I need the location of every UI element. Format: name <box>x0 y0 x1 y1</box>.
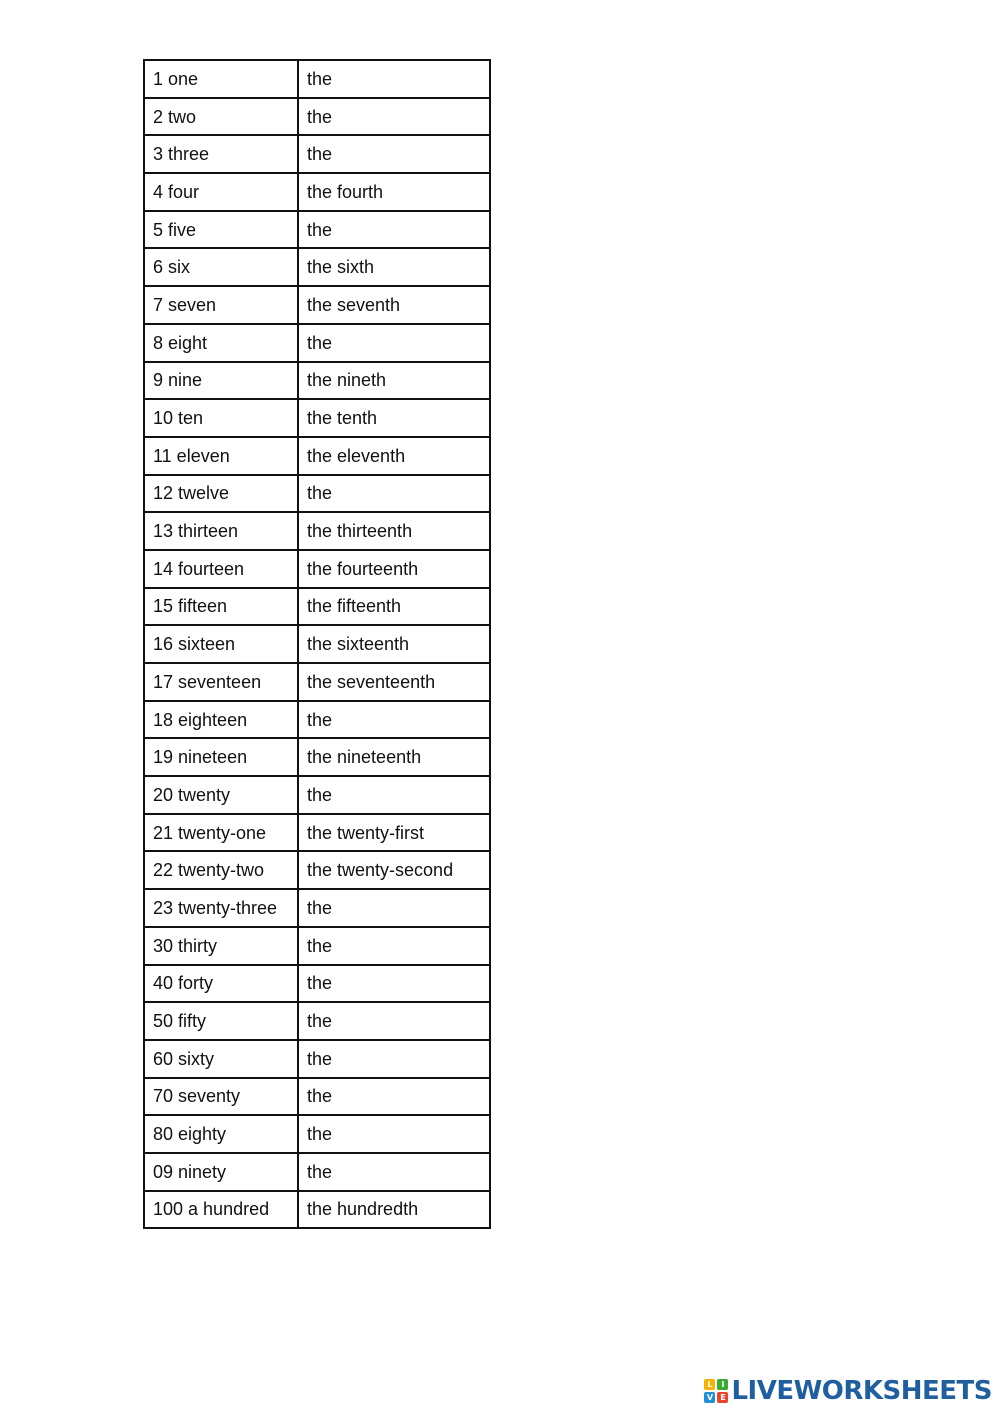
ordinal-number-cell[interactable]: the <box>298 1153 490 1191</box>
cardinal-number-cell: 19 nineteen <box>144 738 298 776</box>
table-row <box>144 437 490 475</box>
table-row <box>144 211 490 249</box>
table-row <box>144 173 490 211</box>
ordinal-number-cell[interactable]: the seventeenth <box>298 663 490 701</box>
ordinal-number-cell[interactable]: the fourth <box>298 173 490 211</box>
ordinal-number-cell[interactable]: the <box>298 965 490 1003</box>
table-row <box>144 625 490 663</box>
table-row <box>144 927 490 965</box>
logo-mark-letter: I <box>717 1379 728 1390</box>
ordinal-number-cell[interactable]: the <box>298 701 490 739</box>
cardinal-number-cell: 23 twenty-three <box>144 889 298 927</box>
ordinal-number-cell[interactable]: the <box>298 211 490 249</box>
ordinal-number-cell[interactable]: the fourteenth <box>298 550 490 588</box>
cardinal-number-cell: 80 eighty <box>144 1115 298 1153</box>
cardinal-number-cell: 20 twenty <box>144 776 298 814</box>
cardinal-number-cell: 1 one <box>144 60 298 98</box>
table-row <box>144 814 490 852</box>
cardinal-number-cell: 14 fourteen <box>144 550 298 588</box>
table-row <box>144 324 490 362</box>
table-row <box>144 965 490 1003</box>
cardinal-number-cell: 4 four <box>144 173 298 211</box>
table-row <box>144 1153 490 1191</box>
ordinal-number-cell[interactable]: the eleventh <box>298 437 490 475</box>
cardinal-number-cell: 6 six <box>144 248 298 286</box>
cardinal-number-cell: 40 forty <box>144 965 298 1003</box>
cardinal-number-cell: 11 eleven <box>144 437 298 475</box>
logo-mark-letter: V <box>704 1392 715 1403</box>
cardinal-number-cell: 10 ten <box>144 399 298 437</box>
table-row <box>144 1115 490 1153</box>
table-row <box>144 1002 490 1040</box>
table-row <box>144 550 490 588</box>
table-row <box>144 588 490 626</box>
table-row <box>144 1078 490 1116</box>
ordinal-number-cell[interactable]: the <box>298 135 490 173</box>
ordinal-number-cell[interactable]: the <box>298 776 490 814</box>
cardinal-number-cell: 8 eight <box>144 324 298 362</box>
table-row <box>144 701 490 739</box>
ordinal-number-cell[interactable]: the twenty-first <box>298 814 490 852</box>
ordinal-number-cell[interactable]: the nineth <box>298 362 490 400</box>
ordinal-number-cell[interactable]: the seventh <box>298 286 490 324</box>
table-row <box>144 362 490 400</box>
cardinal-number-cell: 09 ninety <box>144 1153 298 1191</box>
cardinal-number-cell: 21 twenty-one <box>144 814 298 852</box>
table-row <box>144 663 490 701</box>
cardinal-number-cell: 7 seven <box>144 286 298 324</box>
ordinal-number-cell[interactable]: the hundredth <box>298 1191 490 1229</box>
cardinal-number-cell: 30 thirty <box>144 927 298 965</box>
cardinal-number-cell: 13 thirteen <box>144 512 298 550</box>
ordinal-number-cell[interactable]: the <box>298 98 490 136</box>
ordinal-number-cell[interactable]: the twenty-second <box>298 851 490 889</box>
cardinal-number-cell: 60 sixty <box>144 1040 298 1078</box>
cardinal-number-cell: 50 fifty <box>144 1002 298 1040</box>
table-row <box>144 60 490 98</box>
table-body <box>144 60 490 1228</box>
ordinal-number-cell[interactable]: the <box>298 1115 490 1153</box>
cardinal-number-cell: 100 a hundred <box>144 1191 298 1229</box>
table-row <box>144 512 490 550</box>
logo-mark-letter: E <box>717 1392 728 1403</box>
ordinal-number-cell[interactable]: the sixteenth <box>298 625 490 663</box>
cardinal-number-cell: 2 two <box>144 98 298 136</box>
table-row <box>144 1191 490 1229</box>
cardinal-number-cell: 17 seventeen <box>144 663 298 701</box>
cardinal-number-cell: 16 sixteen <box>144 625 298 663</box>
ordinal-number-cell[interactable]: the <box>298 324 490 362</box>
table-row <box>144 135 490 173</box>
ordinal-number-cell[interactable]: the <box>298 1002 490 1040</box>
ordinal-number-cell[interactable]: the sixth <box>298 248 490 286</box>
ordinal-number-cell[interactable]: the thirteenth <box>298 512 490 550</box>
ordinal-number-cell[interactable]: the <box>298 889 490 927</box>
ordinal-number-cell[interactable]: the <box>298 1078 490 1116</box>
cardinal-number-cell: 22 twenty-two <box>144 851 298 889</box>
table-row <box>144 776 490 814</box>
cardinal-number-cell: 3 three <box>144 135 298 173</box>
cardinal-number-cell: 18 eighteen <box>144 701 298 739</box>
cardinal-number-cell: 9 nine <box>144 362 298 400</box>
liveworksheets-logo <box>704 1374 992 1408</box>
ordinal-number-cell[interactable]: the <box>298 927 490 965</box>
table-row <box>144 851 490 889</box>
table-row <box>144 399 490 437</box>
ordinal-number-cell[interactable]: the <box>298 60 490 98</box>
cardinal-number-cell: 15 fifteen <box>144 588 298 626</box>
cardinal-number-cell: 5 five <box>144 211 298 249</box>
table-row <box>144 738 490 776</box>
table-row <box>144 475 490 513</box>
table-row <box>144 889 490 927</box>
table-row <box>144 1040 490 1078</box>
ordinal-numbers-table <box>143 59 491 1229</box>
logo-text: LIVEWORKSHEETS <box>731 1376 992 1406</box>
table-row <box>144 98 490 136</box>
cardinal-number-cell: 70 seventy <box>144 1078 298 1116</box>
table-row <box>144 248 490 286</box>
ordinal-number-cell[interactable]: the <box>298 1040 490 1078</box>
ordinal-number-cell[interactable]: the fifteenth <box>298 588 490 626</box>
ordinal-number-cell[interactable]: the nineteenth <box>298 738 490 776</box>
cardinal-number-cell: 12 twelve <box>144 475 298 513</box>
liveworksheets-logo-icon <box>704 1379 728 1403</box>
logo-mark-letter: L <box>704 1379 715 1390</box>
ordinal-number-cell[interactable]: the tenth <box>298 399 490 437</box>
ordinal-number-cell[interactable]: the <box>298 475 490 513</box>
table-row <box>144 286 490 324</box>
